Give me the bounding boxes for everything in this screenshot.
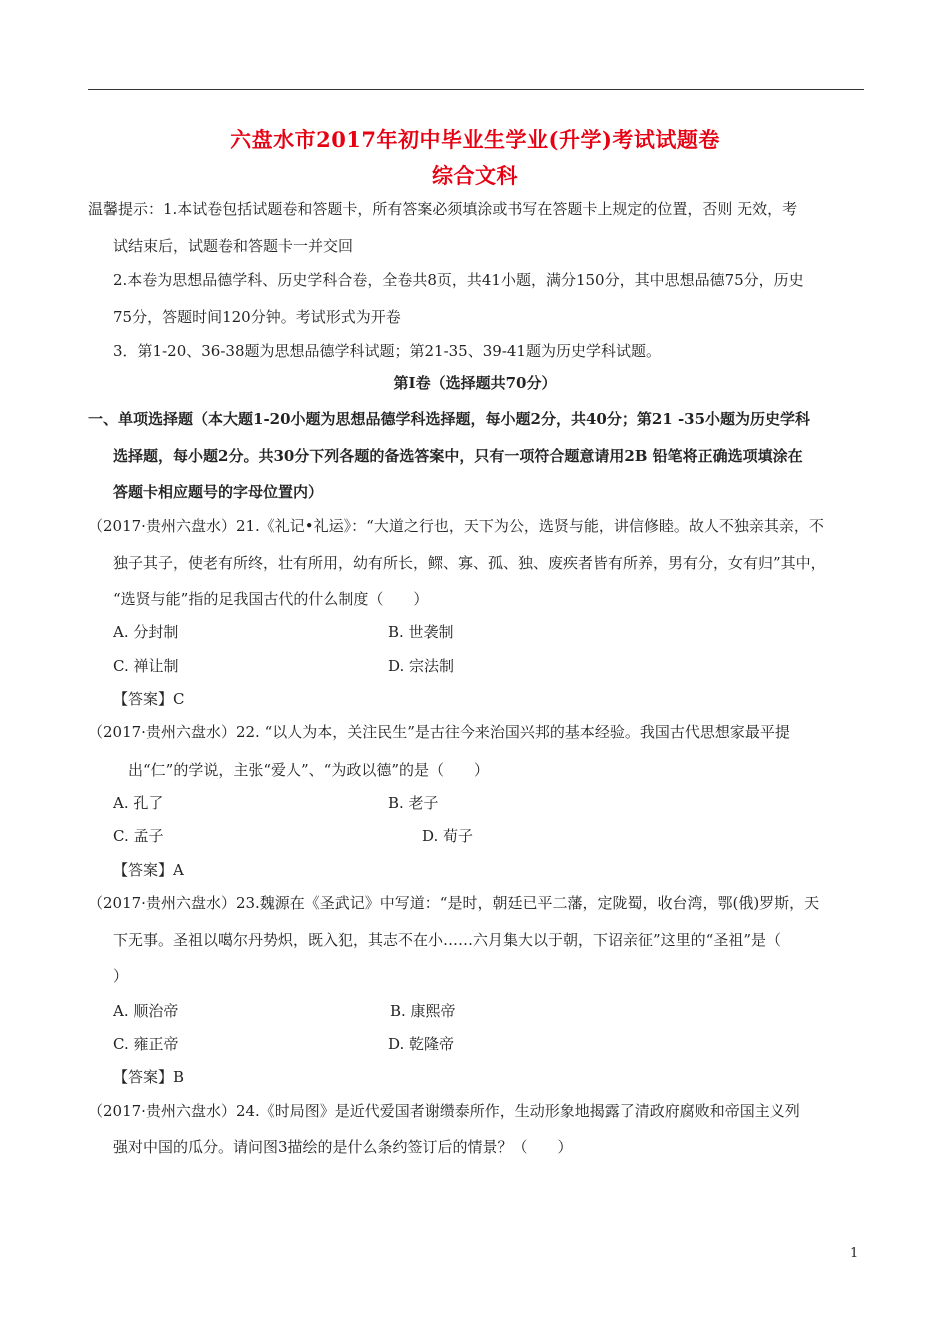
q23-option-c: C. 雍正帝 xyxy=(113,1035,179,1053)
header-rule xyxy=(88,89,864,90)
q22-option-c: C. 孟子 xyxy=(113,827,164,845)
q22-stem-2: 出“仁”的学说，主张“爱人”、“为政以德”的是（ ） xyxy=(128,761,490,779)
page-number: 1 xyxy=(850,1246,859,1261)
section-instructions-3: 答题卡相应题号的字母位置内） xyxy=(113,483,324,501)
notice-line-3: 2.本卷为思想品德学科、历史学科合卷，全卷共8页，共41小题，满分150分，其中思想品德75分，历史 xyxy=(113,271,804,289)
q21-option-d: D. 宗法制 xyxy=(388,657,455,675)
q22-answer: 【答案】A xyxy=(113,861,184,879)
q21-option-a: A. 分封制 xyxy=(113,623,179,641)
exam-subtitle: 综合文科 xyxy=(432,163,518,188)
q22-stem-1: （2017·贵州六盘水）22. “以人为本，关注民生”是古往今来治国兴邦的基本经验。我国古代思想家最平提 xyxy=(88,723,790,741)
q21-option-b: B. 世袭制 xyxy=(388,623,454,641)
notice-line-1: 温馨提示：1.本试卷包括试题卷和答题卡，所有答案必须填涂或书写在答题卡上规定的位置，否则 无效，考 xyxy=(88,200,798,218)
q22-option-a: A. 孔了 xyxy=(113,794,164,812)
section-heading: 第Ⅰ卷（选择题共70分） xyxy=(393,374,557,392)
section-instructions-2: 选择题，每小题2分。共30分下列各题的备选答案中，只有一项符合题意请用2B 铅笔将正确选项填涂在 xyxy=(113,447,803,465)
q23-stem-3: ） xyxy=(113,967,129,985)
q21-option-c: C. 禅让制 xyxy=(113,657,179,675)
notice-line-4: 75分，答题时间120分钟。考试形式为开卷 xyxy=(113,308,401,326)
section-instructions-1: 一、单项选择题（本大题1-20小题为思想品德学科选择题，每小题2分，共40分；第21 -35小题为历史学科 xyxy=(88,410,811,428)
q21-answer: 【答案】C xyxy=(113,690,185,708)
q24-stem-2: 强对中国的瓜分。请问图3描绘的是什么条约签订后的情景？（ ） xyxy=(113,1138,573,1156)
q23-stem-1: （2017·贵州六盘水）23.魏源在《圣武记》中写道：“是时，朝廷已平二藩，定陇蜀，收台湾，鄂(俄)罗斯，天 xyxy=(88,894,820,912)
q23-option-b: B. 康熙帝 xyxy=(390,1002,456,1020)
notice-line-5: 3．第1-20、36-38题为思想品德学科试题；第21-35、39-41题为历史学科试题。 xyxy=(113,342,661,360)
notice-line-2: 试结束后，试题卷和答题卡一并交回 xyxy=(113,237,354,255)
q24-stem-1: （2017·贵州六盘水）24.《时局图》是近代爱国者谢缵泰所作，生动形象地揭露了清政府腐败和帝国主义列 xyxy=(88,1102,800,1120)
q23-stem-2: 下无事。圣祖以噶尔丹势炽，既入犯，其志不在小……六月集大以于朝，下诏亲征”这里的“圣祖”是（ xyxy=(113,931,782,949)
q22-option-d: D. 荀子 xyxy=(422,827,474,845)
q23-option-d: D. 乾隆帝 xyxy=(388,1035,455,1053)
q21-stem-1: （2017·贵州六盘水）21.《礼记•礼运》：“大道之行也，天下为公，选贤与能，讲信修睦。故人不独亲其亲，不 xyxy=(88,517,824,535)
q23-option-a: A. 顺治帝 xyxy=(113,1002,179,1020)
exam-title: 六盘水市2017年初中毕业生学业(升学)考试试题卷 xyxy=(230,127,720,152)
q21-stem-2: 独子其子，使老有所终，壮有所用，幼有所长，鳏、寡、孤、独、废疾者皆有所养，男有分，女有归”其中， xyxy=(113,554,826,572)
q22-option-b: B. 老子 xyxy=(388,794,439,812)
q23-answer: 【答案】B xyxy=(113,1068,185,1086)
q21-stem-3: “选贤与能”指的足我国古代的什么制度（ ） xyxy=(113,590,429,608)
